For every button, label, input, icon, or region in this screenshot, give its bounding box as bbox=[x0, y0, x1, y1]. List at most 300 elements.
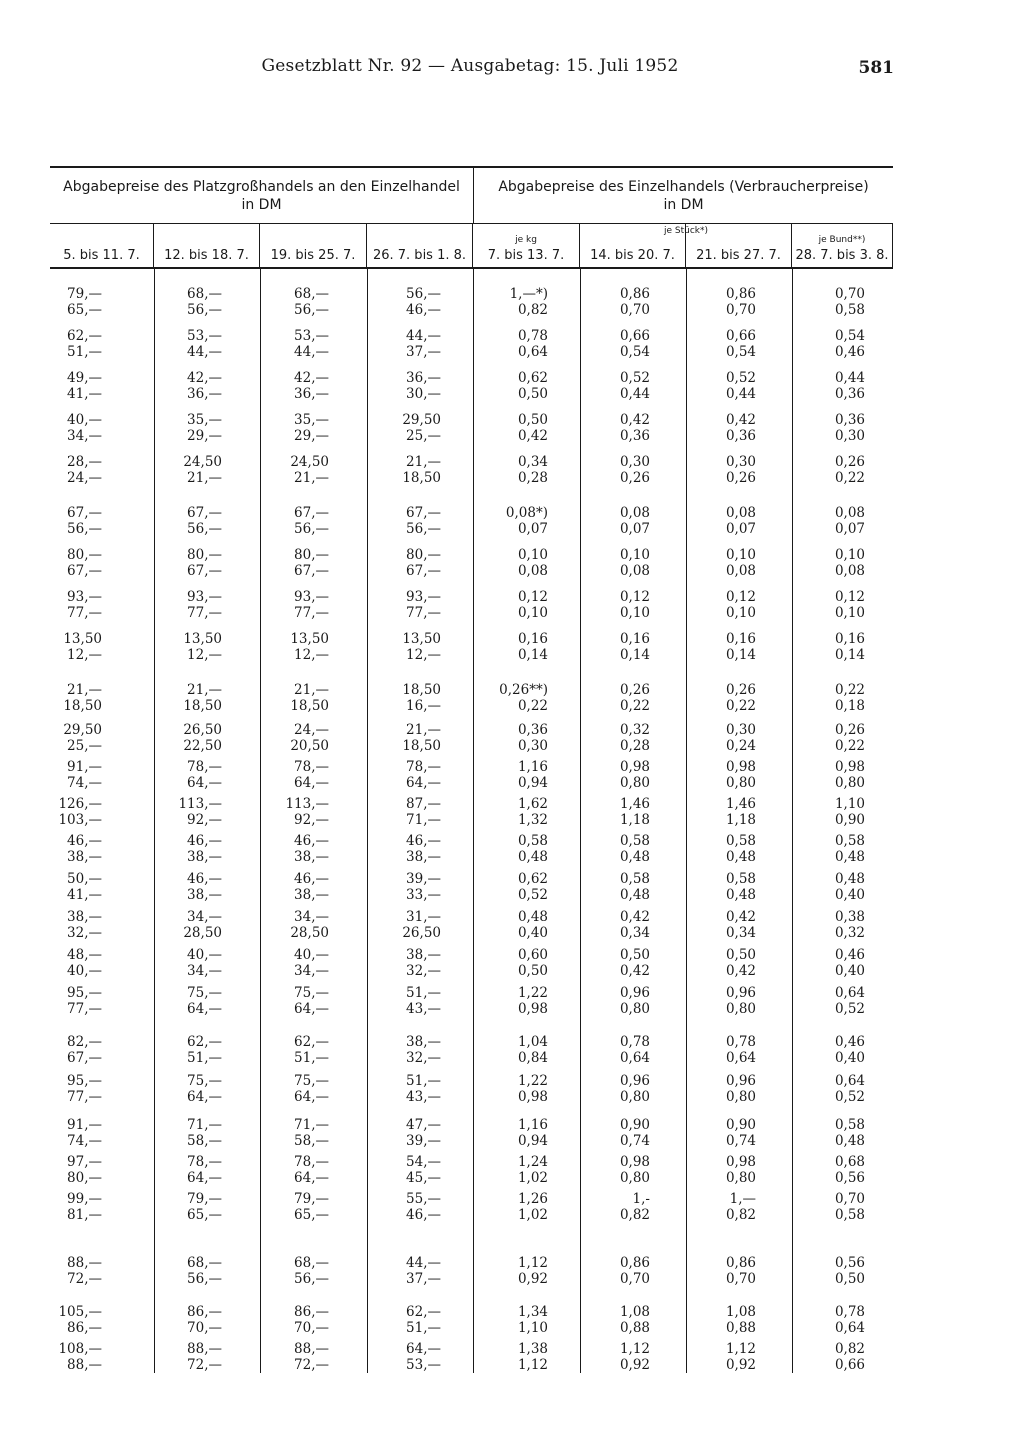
cell-value: 0,64 bbox=[834, 1319, 865, 1336]
cell-value: 0,98 bbox=[725, 759, 756, 775]
cell-value: 0,08 bbox=[834, 505, 865, 521]
cell-value: 0,08*) bbox=[505, 505, 548, 521]
cell-value: 46,— bbox=[406, 301, 441, 318]
table-cell bbox=[367, 797, 473, 828]
table-cell bbox=[367, 455, 473, 486]
table-cell bbox=[260, 548, 367, 579]
cell-value: 0,40 bbox=[834, 1049, 865, 1066]
table-cell bbox=[260, 1155, 367, 1186]
table-row-group bbox=[50, 910, 893, 941]
cell-value: 79,— bbox=[294, 1191, 329, 1207]
cell-value: 0,62 bbox=[517, 370, 548, 386]
cell-value: 0,30 bbox=[517, 737, 548, 754]
cell-value: 79,— bbox=[67, 286, 102, 302]
cell-value: 0,80 bbox=[834, 774, 865, 791]
cell-value: 0,52 bbox=[619, 370, 650, 386]
cell-value: 75,— bbox=[294, 985, 329, 1001]
cell-value: 74,— bbox=[67, 774, 102, 791]
cell-value: 77,— bbox=[67, 1000, 102, 1017]
table-cell bbox=[792, 1342, 893, 1373]
table-cell bbox=[367, 948, 473, 979]
page-number: 581 bbox=[858, 58, 894, 78]
table-cell bbox=[50, 455, 154, 486]
cell-value: 53,— bbox=[187, 328, 222, 344]
cell-value: 0,84 bbox=[517, 1049, 548, 1066]
cell-value: 0,08 bbox=[834, 562, 865, 579]
cell-value: 72,— bbox=[67, 1270, 102, 1287]
table-row-group bbox=[50, 371, 893, 402]
table-cell bbox=[154, 548, 260, 579]
table-cell bbox=[792, 1118, 893, 1149]
cell-value: 93,— bbox=[406, 589, 441, 605]
cell-value: 0,26**) bbox=[499, 682, 548, 698]
column-divider bbox=[367, 269, 368, 1373]
table-cell bbox=[473, 1155, 580, 1186]
table-cell bbox=[473, 834, 580, 865]
table-cell bbox=[792, 797, 893, 828]
cell-value: 0,96 bbox=[725, 1073, 756, 1089]
cell-value: 65,— bbox=[294, 1206, 329, 1223]
cell-value: 18,50 bbox=[402, 737, 441, 754]
cell-value: 78,— bbox=[294, 759, 329, 775]
column-header-label: 14. bis 20. 7. bbox=[590, 248, 675, 263]
table-cell bbox=[686, 986, 792, 1017]
cell-value: 0,74 bbox=[619, 1132, 650, 1149]
column-header-label: 12. bis 18. 7. bbox=[164, 248, 249, 263]
table-cell bbox=[367, 632, 473, 663]
table-cell bbox=[50, 834, 154, 865]
table-cell bbox=[154, 329, 260, 360]
cell-value: 51,— bbox=[406, 985, 441, 1001]
table-cell bbox=[473, 872, 580, 903]
table-cell bbox=[367, 723, 473, 754]
table-cell bbox=[473, 590, 580, 621]
cell-value: 46,— bbox=[67, 833, 102, 849]
cell-value: 0,36 bbox=[834, 412, 865, 428]
cell-value: 13,50 bbox=[63, 631, 102, 647]
cell-value: 28,50 bbox=[290, 924, 329, 941]
table-cell bbox=[154, 872, 260, 903]
cell-value: 21,— bbox=[294, 469, 329, 486]
cell-value: 0,98 bbox=[619, 759, 650, 775]
cell-value: 0,60 bbox=[517, 947, 548, 963]
table-cell bbox=[686, 683, 792, 714]
cell-value: 1,02 bbox=[517, 1206, 548, 1223]
table-cell bbox=[367, 1074, 473, 1105]
table-cell bbox=[792, 683, 893, 714]
table-cell bbox=[473, 1074, 580, 1105]
cell-value: 58,— bbox=[294, 1132, 329, 1149]
cell-value: 0,36 bbox=[725, 427, 756, 444]
cell-value: 0,58 bbox=[619, 833, 650, 849]
cell-value: 1,10 bbox=[834, 796, 865, 812]
table-cell bbox=[260, 1035, 367, 1066]
table-cell bbox=[792, 455, 893, 486]
column-header-8 bbox=[792, 224, 893, 267]
cell-value: 43,— bbox=[406, 1000, 441, 1017]
cell-value: 0,44 bbox=[725, 385, 756, 402]
cell-value: 92,— bbox=[294, 811, 329, 828]
cell-value: 21,— bbox=[187, 682, 222, 698]
cell-value: 0,34 bbox=[619, 924, 650, 941]
table-cell bbox=[792, 760, 893, 791]
table-cell bbox=[154, 1256, 260, 1287]
table-cell bbox=[367, 872, 473, 903]
table-cell bbox=[260, 910, 367, 941]
cell-value: 70,— bbox=[187, 1319, 222, 1336]
cell-value: 80,— bbox=[67, 1169, 102, 1186]
cell-value: 0,80 bbox=[619, 1000, 650, 1017]
cell-value: 0,08 bbox=[517, 562, 548, 579]
cell-value: 113,— bbox=[178, 796, 222, 812]
cell-value: 36,— bbox=[294, 385, 329, 402]
table-cell bbox=[792, 287, 893, 318]
cell-value: 0,64 bbox=[725, 1049, 756, 1066]
table-row-group bbox=[50, 948, 893, 979]
table-cell bbox=[50, 683, 154, 714]
cell-value: 21,— bbox=[406, 722, 441, 738]
table-cell bbox=[367, 1192, 473, 1223]
cell-value: 0,10 bbox=[619, 547, 650, 563]
table-body bbox=[50, 269, 893, 1373]
cell-value: 71,— bbox=[294, 1117, 329, 1133]
cell-value: 0,92 bbox=[725, 1356, 756, 1373]
table-row-group bbox=[50, 760, 893, 791]
cell-value: 78,— bbox=[406, 759, 441, 775]
table-cell bbox=[580, 1074, 686, 1105]
cell-value: 0,54 bbox=[725, 343, 756, 360]
table-row-group bbox=[50, 590, 893, 621]
table-cell bbox=[154, 1118, 260, 1149]
table-cell bbox=[260, 413, 367, 444]
cell-value: 0,90 bbox=[725, 1117, 756, 1133]
table-cell bbox=[367, 986, 473, 1017]
table-cell bbox=[580, 287, 686, 318]
cell-value: 0,82 bbox=[619, 1206, 650, 1223]
table-cell bbox=[367, 1256, 473, 1287]
table-cell bbox=[792, 1256, 893, 1287]
group-header-wholesale-line2: in DM bbox=[241, 196, 282, 213]
table-cell bbox=[154, 760, 260, 791]
column-header-1 bbox=[50, 224, 154, 267]
cell-value: 32,— bbox=[406, 962, 441, 979]
cell-value: 0,56 bbox=[834, 1255, 865, 1271]
cell-value: 0,12 bbox=[517, 589, 548, 605]
cell-value: 13,50 bbox=[183, 631, 222, 647]
cell-value: 0,42 bbox=[725, 412, 756, 428]
cell-value: 75,— bbox=[294, 1073, 329, 1089]
table-cell bbox=[260, 371, 367, 402]
cell-value: 0,16 bbox=[725, 631, 756, 647]
cell-value: 32,— bbox=[406, 1049, 441, 1066]
cell-value: 0,50 bbox=[517, 412, 548, 428]
cell-value: 56,— bbox=[187, 520, 222, 537]
table-cell bbox=[686, 1192, 792, 1223]
table-cell bbox=[260, 760, 367, 791]
cell-value: 68,— bbox=[294, 1255, 329, 1271]
table-cell bbox=[50, 723, 154, 754]
cell-value: 108,— bbox=[58, 1341, 102, 1357]
table-cell bbox=[686, 1256, 792, 1287]
table-cell bbox=[580, 590, 686, 621]
table-cell bbox=[154, 948, 260, 979]
cell-value: 67,— bbox=[67, 1049, 102, 1066]
table-row-group bbox=[50, 287, 893, 318]
table-cell bbox=[260, 1342, 367, 1373]
table-cell bbox=[50, 1192, 154, 1223]
table-cell bbox=[686, 1342, 792, 1373]
cell-value: 21,— bbox=[294, 682, 329, 698]
table-cell bbox=[580, 986, 686, 1017]
table-cell bbox=[580, 371, 686, 402]
cell-value: 0,70 bbox=[834, 1191, 865, 1207]
table-row-group bbox=[50, 1155, 893, 1186]
table-cell bbox=[50, 986, 154, 1017]
unit-label-kg: je kg bbox=[515, 235, 537, 245]
cell-value: 0,64 bbox=[517, 343, 548, 360]
table-cell bbox=[792, 1155, 893, 1186]
cell-value: 40,— bbox=[67, 962, 102, 979]
unit-label-stueck: je Stück*) bbox=[663, 226, 708, 236]
cell-value: 38,— bbox=[67, 909, 102, 925]
cell-value: 67,— bbox=[406, 562, 441, 579]
table-cell bbox=[50, 506, 154, 537]
cell-value: 1,04 bbox=[517, 1034, 548, 1050]
cell-value: 0,22 bbox=[517, 697, 548, 714]
cell-value: 0,82 bbox=[725, 1206, 756, 1223]
cell-value: 0,48 bbox=[619, 848, 650, 865]
table-cell bbox=[686, 760, 792, 791]
cell-value: 21,— bbox=[187, 469, 222, 486]
table-row-group bbox=[50, 1342, 893, 1373]
table-cell bbox=[367, 506, 473, 537]
table-cell bbox=[260, 506, 367, 537]
group-header-row bbox=[50, 168, 893, 224]
table-cell bbox=[473, 1305, 580, 1336]
cell-value: 34,— bbox=[294, 962, 329, 979]
cell-value: 0,58 bbox=[834, 1206, 865, 1223]
cell-value: 0,54 bbox=[619, 343, 650, 360]
cell-value: 0,14 bbox=[725, 646, 756, 663]
table-cell bbox=[792, 1192, 893, 1223]
cell-value: 0,82 bbox=[834, 1341, 865, 1357]
table-cell bbox=[686, 910, 792, 941]
cell-value: 67,— bbox=[187, 562, 222, 579]
cell-value: 0,18 bbox=[834, 697, 865, 714]
cell-value: 0,16 bbox=[834, 631, 865, 647]
cell-value: 0,48 bbox=[725, 886, 756, 903]
table-cell bbox=[260, 948, 367, 979]
cell-value: 0,22 bbox=[834, 682, 865, 698]
cell-value: 95,— bbox=[67, 1073, 102, 1089]
cell-value: 68,— bbox=[187, 286, 222, 302]
cell-value: 64,— bbox=[187, 774, 222, 791]
cell-value: 0,92 bbox=[619, 1356, 650, 1373]
cell-value: 80,— bbox=[187, 547, 222, 563]
table-cell bbox=[686, 590, 792, 621]
table-cell bbox=[792, 910, 893, 941]
page-title: Gesetzblatt Nr. 92 — Ausgabetag: 15. Juli 1952 bbox=[261, 56, 679, 76]
cell-value: 0,26 bbox=[619, 469, 650, 486]
table-row-group bbox=[50, 1074, 893, 1105]
table-cell bbox=[50, 632, 154, 663]
cell-value: 67,— bbox=[187, 505, 222, 521]
table-cell bbox=[792, 948, 893, 979]
cell-value: 12,— bbox=[67, 646, 102, 663]
cell-value: 0,80 bbox=[725, 1169, 756, 1186]
cell-value: 64,— bbox=[294, 1000, 329, 1017]
cell-value: 74,— bbox=[67, 1132, 102, 1149]
cell-value: 1,22 bbox=[517, 985, 548, 1001]
cell-value: 0,30 bbox=[725, 454, 756, 470]
cell-value: 67,— bbox=[67, 562, 102, 579]
table-cell bbox=[154, 287, 260, 318]
column-header-4 bbox=[367, 224, 473, 267]
cell-value: 1,26 bbox=[517, 1191, 548, 1207]
cell-value: 68,— bbox=[187, 1255, 222, 1271]
table-cell bbox=[473, 413, 580, 444]
cell-value: 0,24 bbox=[725, 737, 756, 754]
table-cell bbox=[50, 872, 154, 903]
cell-value: 0,86 bbox=[619, 1255, 650, 1271]
cell-value: 0,50 bbox=[517, 385, 548, 402]
table-cell bbox=[792, 548, 893, 579]
cell-value: 53,— bbox=[294, 328, 329, 344]
table-cell bbox=[473, 506, 580, 537]
cell-value: 0,58 bbox=[725, 871, 756, 887]
cell-value: 13,50 bbox=[290, 631, 329, 647]
table-cell bbox=[260, 1118, 367, 1149]
cell-value: 0,28 bbox=[619, 737, 650, 754]
table-cell bbox=[154, 1035, 260, 1066]
cell-value: 47,— bbox=[406, 1117, 441, 1133]
cell-value: 1,- bbox=[632, 1191, 650, 1207]
cell-value: 44,— bbox=[406, 1255, 441, 1271]
table-cell bbox=[473, 632, 580, 663]
cell-value: 0,92 bbox=[517, 1270, 548, 1287]
column-divider bbox=[792, 269, 793, 1373]
cell-value: 29,— bbox=[294, 427, 329, 444]
cell-value: 0,22 bbox=[725, 697, 756, 714]
cell-value: 126,— bbox=[58, 796, 102, 812]
cell-value: 0,78 bbox=[834, 1304, 865, 1320]
cell-value: 24,— bbox=[67, 469, 102, 486]
cell-value: 0,48 bbox=[834, 848, 865, 865]
column-header-label: 19. bis 25. 7. bbox=[270, 248, 356, 263]
cell-value: 37,— bbox=[406, 343, 441, 360]
table-cell bbox=[154, 723, 260, 754]
cell-value: 0,96 bbox=[619, 1073, 650, 1089]
table-cell bbox=[686, 834, 792, 865]
cell-value: 0,07 bbox=[834, 520, 865, 537]
group-header-retail-line2: in DM bbox=[663, 196, 704, 213]
cell-value: 0,66 bbox=[834, 1356, 865, 1373]
table-cell bbox=[580, 548, 686, 579]
cell-value: 67,— bbox=[406, 505, 441, 521]
cell-value: 55,— bbox=[406, 1191, 441, 1207]
table-cell bbox=[154, 632, 260, 663]
cell-value: 40,— bbox=[294, 947, 329, 963]
cell-value: 12,— bbox=[406, 646, 441, 663]
cell-value: 64,— bbox=[187, 1000, 222, 1017]
cell-value: 56,— bbox=[187, 301, 222, 318]
table-cell bbox=[367, 683, 473, 714]
cell-value: 0,58 bbox=[725, 833, 756, 849]
cell-value: 0,90 bbox=[834, 811, 865, 828]
table-row-group bbox=[50, 1192, 893, 1223]
cell-value: 1,18 bbox=[725, 811, 756, 828]
table-row-group bbox=[50, 872, 893, 903]
cell-value: 93,— bbox=[294, 589, 329, 605]
cell-value: 93,— bbox=[187, 589, 222, 605]
cell-value: 20,50 bbox=[290, 737, 329, 754]
cell-value: 0,86 bbox=[619, 286, 650, 302]
cell-value: 18,50 bbox=[290, 697, 329, 714]
table-cell bbox=[260, 872, 367, 903]
cell-value: 25,— bbox=[406, 427, 441, 444]
table-cell bbox=[686, 329, 792, 360]
cell-value: 88,— bbox=[294, 1341, 329, 1357]
table-cell bbox=[260, 1305, 367, 1336]
table-cell bbox=[473, 371, 580, 402]
cell-value: 97,— bbox=[67, 1154, 102, 1170]
table-cell bbox=[154, 834, 260, 865]
table-cell bbox=[154, 413, 260, 444]
cell-value: 0,26 bbox=[725, 682, 756, 698]
table-cell bbox=[580, 1192, 686, 1223]
table-row-group bbox=[50, 1118, 893, 1149]
table-cell bbox=[686, 723, 792, 754]
cell-value: 0,98 bbox=[834, 759, 865, 775]
cell-value: 0,40 bbox=[834, 962, 865, 979]
table-cell bbox=[367, 371, 473, 402]
table-cell bbox=[473, 548, 580, 579]
cell-value: 0,22 bbox=[834, 469, 865, 486]
table-row-group bbox=[50, 329, 893, 360]
cell-value: 0,42 bbox=[619, 909, 650, 925]
cell-value: 0,32 bbox=[834, 924, 865, 941]
cell-value: 0,46 bbox=[834, 343, 865, 360]
table-cell bbox=[792, 1074, 893, 1105]
cell-value: 1,46 bbox=[725, 796, 756, 812]
cell-value: 46,— bbox=[187, 833, 222, 849]
cell-value: 91,— bbox=[67, 759, 102, 775]
table-cell bbox=[580, 760, 686, 791]
table-cell bbox=[473, 760, 580, 791]
table-cell bbox=[473, 948, 580, 979]
table-cell bbox=[154, 683, 260, 714]
cell-value: 28,50 bbox=[183, 924, 222, 941]
table-cell bbox=[154, 1155, 260, 1186]
cell-value: 0,70 bbox=[725, 1270, 756, 1287]
cell-value: 0,50 bbox=[834, 1270, 865, 1287]
cell-value: 0,70 bbox=[619, 1270, 650, 1287]
table-row-group bbox=[50, 413, 893, 444]
cell-value: 18,50 bbox=[183, 697, 222, 714]
table-row-group bbox=[50, 548, 893, 579]
cell-value: 0,36 bbox=[619, 427, 650, 444]
cell-value: 25,— bbox=[67, 737, 102, 754]
cell-value: 56,— bbox=[294, 301, 329, 318]
cell-value: 88,— bbox=[67, 1356, 102, 1373]
table-cell bbox=[792, 723, 893, 754]
cell-value: 77,— bbox=[294, 604, 329, 621]
cell-value: 1,16 bbox=[517, 759, 548, 775]
cell-value: 0,48 bbox=[517, 909, 548, 925]
cell-value: 0,78 bbox=[517, 328, 548, 344]
cell-value: 0,70 bbox=[725, 301, 756, 318]
table-cell bbox=[580, 413, 686, 444]
